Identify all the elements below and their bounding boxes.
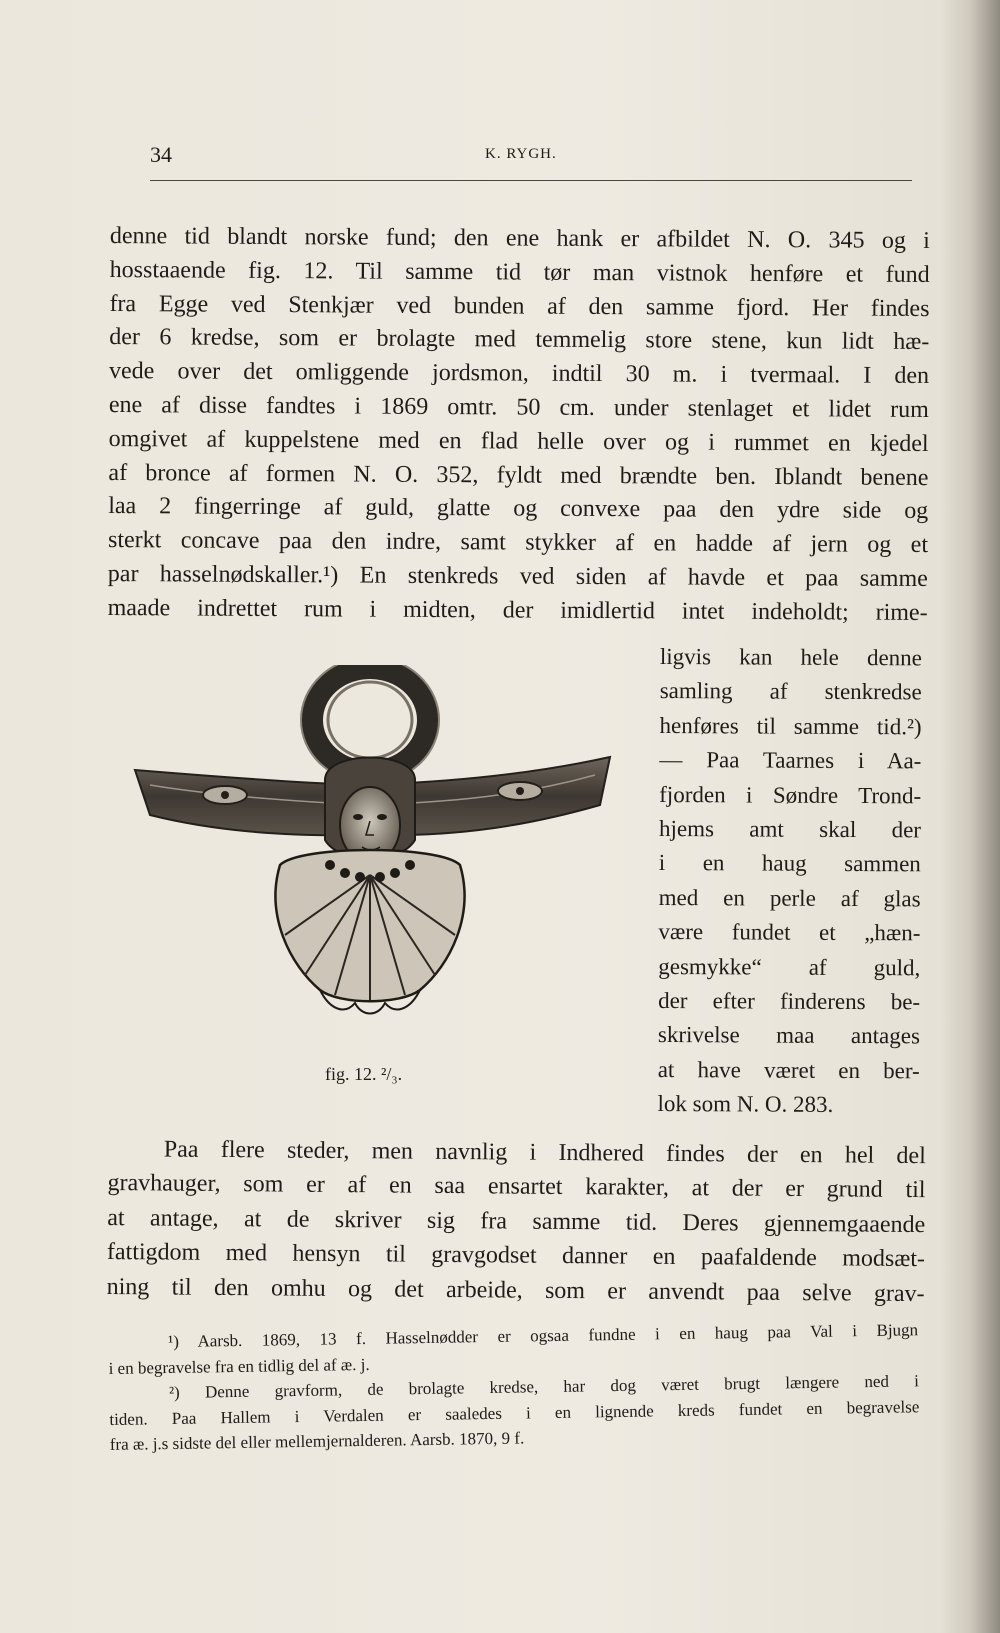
text-line: at have været en ber-: [657, 1056, 920, 1084]
text-line: sterkt concave paa den indre, samt stykker af en hadde af jern og et: [107, 527, 929, 559]
text-line: Paa flere steder, men navnlig i Indhered findes der en hel del: [163, 1136, 926, 1170]
text-line: at antage, at de skriver sig fra samme tid. Deres gjennemgaaende: [107, 1204, 926, 1238]
text-line: hjems amt skal der: [658, 816, 922, 843]
header-rule: [150, 180, 912, 181]
right-column-text: [657, 640, 922, 1123]
text-line: med en perle af glas: [658, 884, 921, 912]
text-line: ligvis kan hele denne: [659, 643, 922, 671]
text-line: omgivet af kuppelstene med en flad helle over og i rummet en kjedel: [108, 425, 929, 457]
text-line: fjorden i Søndre Trond-: [659, 781, 922, 808]
text-line: vede over det omliggende jordsmon, indtil 30 m. i tvermaal. I den: [108, 358, 930, 390]
text-line: par hasselnødskaller.¹) En stenkreds ved siden af havde et paa samme: [107, 560, 928, 592]
text-line: maade indrettet rum i midten, der imidlertid intet indeholdt; rime-: [107, 594, 928, 626]
footnotes: [108, 1317, 920, 1457]
footnote-line: ¹) Aarsb. 1869, 13 f. Hasselnødder er ogsaa fundne i en haug paa Val i Bjugn: [168, 1320, 919, 1352]
running-head: K. RYGH.: [485, 146, 557, 162]
text-line: der efter finderens be-: [658, 988, 921, 1015]
text-line: ning til den omhu og det arbeide, som er anvendt paa selve grav-: [106, 1273, 925, 1307]
text-line: denne tid blandt norske fund; den ene hank er afbildet N. O. 345 og i: [109, 222, 930, 255]
text-line: gravhauger, som er af en saa ensartet karakter, at der er grund til: [107, 1170, 926, 1204]
paragraph-1: [108, 220, 930, 631]
page-header: [150, 142, 910, 172]
page-number: 34: [150, 142, 172, 167]
text-line: henføres til samme tid.²): [659, 712, 922, 740]
text-line: være fundet et „hæn-: [658, 919, 921, 946]
text-line: skrivelse maa antages: [657, 1022, 920, 1049]
text-line: laa 2 fingerringe af guld, glatte og convexe paa den ydre side og: [108, 493, 929, 525]
text-line: — Paa Taarnes i Aa-: [659, 747, 922, 774]
figure-12-pendant-illustration: [130, 665, 650, 1045]
paragraph-2: [106, 1132, 925, 1311]
text-line: fattigdom med hensyn til gravgodset danner en paafaldende modsæt-: [106, 1239, 926, 1273]
text-line: fra Egge ved Stenkjær ved bunden af den samme fjord. Her findes: [109, 290, 930, 322]
pendant-engraving: [130, 665, 650, 1045]
footnote-line: tiden. Paa Hallem i Verdalen er saaledes i en lignende kreds fundet en begravelse: [109, 1396, 920, 1429]
text-line: i en haug sammen: [658, 850, 921, 877]
text-line: ene af disse fandtes i 1869 omtr. 50 cm. under stenlaget et lidet rum: [108, 391, 929, 423]
text-line: gesmykke“ af guld,: [658, 953, 921, 981]
text-line: af bronce af formen N. O. 352, fyldt med brændte ben. Iblandt benene: [108, 459, 929, 491]
figure-caption: fig. 12. ²/₃.: [325, 1064, 403, 1084]
text-line: lok som N. O. 283.: [657, 1091, 834, 1118]
footnote-line: ²) Denne gravform, de brolagte kredse, har dog været brugt længere ned i: [168, 1371, 920, 1403]
footnote-line: i en begravelse fra en tidlig del af æ. j.: [108, 1354, 370, 1378]
text-line: samling af stenkredse: [659, 678, 922, 705]
footnote-line: fra æ. j.s sidste del eller mellemjernalderen. Aarsb. 1870, 9 f.: [109, 1428, 525, 1454]
text-line: hosstaaende fig. 12. Til samme tid tør man vistnok henføre et fund: [109, 256, 930, 288]
text-line: der 6 kredse, som er brolagte med temmelig store stene, kun lidt hæ-: [109, 324, 930, 356]
